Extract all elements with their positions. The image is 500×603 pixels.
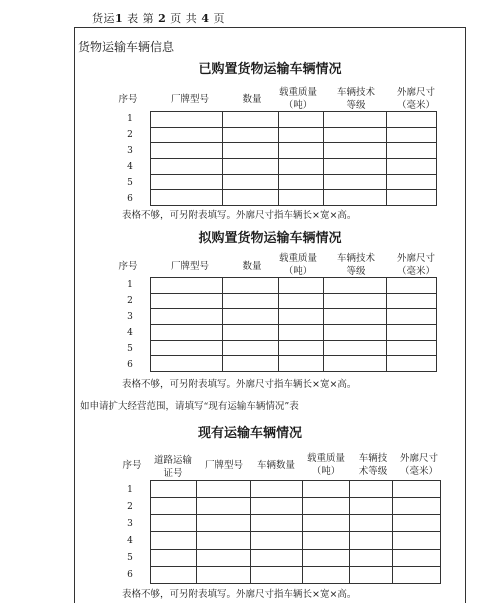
table1-col-serial: 序号: [118, 94, 138, 105]
table1-col-load: 载重质量 （吨）: [278, 87, 317, 111]
table1-note: 表格不够，可另附表填写。外廓尺寸指车辆长×宽×高。: [122, 210, 357, 221]
table1-row-num: 2: [127, 130, 133, 140]
table1-row-num: 5: [127, 178, 133, 188]
table1-row-num: 6: [127, 194, 133, 204]
header-suffix: 页: [209, 12, 225, 25]
table3-col-dimension: 外廓尺寸 （毫米）: [399, 453, 438, 477]
header-page-number: 2: [158, 12, 167, 25]
table3-col-license: 道路运输 证号: [153, 455, 192, 479]
table3-row-num: 1: [127, 485, 133, 495]
table2-row-num: 5: [127, 344, 133, 354]
table2-row-num: 1: [127, 280, 133, 290]
table2-col-serial: 序号: [118, 261, 138, 272]
table1-title: 已购置货物运输车辆情况: [198, 62, 342, 77]
table2-col-dimension: 外廓尺寸 （毫米）: [396, 253, 435, 277]
table2-col-load: 载重质量 （吨）: [278, 253, 317, 277]
table3-col-grade: 车辆技 术等级: [358, 453, 388, 477]
table3-row-num: 3: [127, 519, 133, 529]
page-header: [92, 10, 225, 26]
header-prefix: 货运: [92, 12, 115, 25]
table3-note: 表格不够，可另附表填写。外廓尺寸指车辆长×宽×高。: [122, 589, 357, 600]
section-title: 货物运输车辆信息: [78, 40, 175, 54]
table2-row-num: 6: [127, 360, 133, 370]
header-page-total: 4: [201, 12, 210, 25]
table2-col-quantity: 数量: [242, 261, 262, 272]
instruction-text: 如申请扩大经营范围，请填写“现有运输车辆情况”表: [80, 401, 299, 412]
table2-title: 拟购置货物运输车辆情况: [198, 231, 342, 246]
table1-grid: [150, 111, 437, 206]
header-table-number: 1: [115, 12, 124, 25]
table3-col-count: 车辆数量: [256, 460, 295, 471]
table1-row-num: 3: [127, 146, 133, 156]
table2-grid: [150, 277, 437, 372]
table1-col-quantity: 数量: [242, 94, 262, 105]
table3-row-num: 2: [127, 502, 133, 512]
table2-col-model: 厂牌型号: [170, 261, 209, 272]
table3-row-num: 6: [127, 570, 133, 580]
table3-col-model: 厂牌型号: [204, 460, 243, 471]
table1-col-dimension: 外廓尺寸 （毫米）: [396, 87, 435, 111]
table3-grid: [150, 480, 441, 584]
table3-row-num: 4: [127, 536, 133, 546]
table2-row-num: 3: [127, 312, 133, 322]
header-mid2: 页 共: [166, 12, 202, 25]
table3-col-serial: 序号: [122, 460, 142, 471]
table3-col-load: 载重质量 （吨）: [306, 453, 345, 477]
table2-row-num: 4: [127, 328, 133, 338]
table1-col-model: 厂牌型号: [170, 94, 209, 105]
table3-row-num: 5: [127, 553, 133, 563]
table1-row-num: 4: [127, 162, 133, 172]
table1-row-num: 1: [127, 114, 133, 124]
table3-title: 现有运输车辆情况: [197, 426, 302, 441]
table2-row-num: 2: [127, 296, 133, 306]
table1-col-grade: 车辆技术 等级: [336, 87, 375, 111]
table2-note: 表格不够，可另附表填写。外廓尺寸指车辆长×宽×高。: [122, 379, 357, 390]
header-mid1: 表 第: [123, 12, 159, 25]
table2-col-grade: 车辆技术 等级: [336, 253, 375, 277]
